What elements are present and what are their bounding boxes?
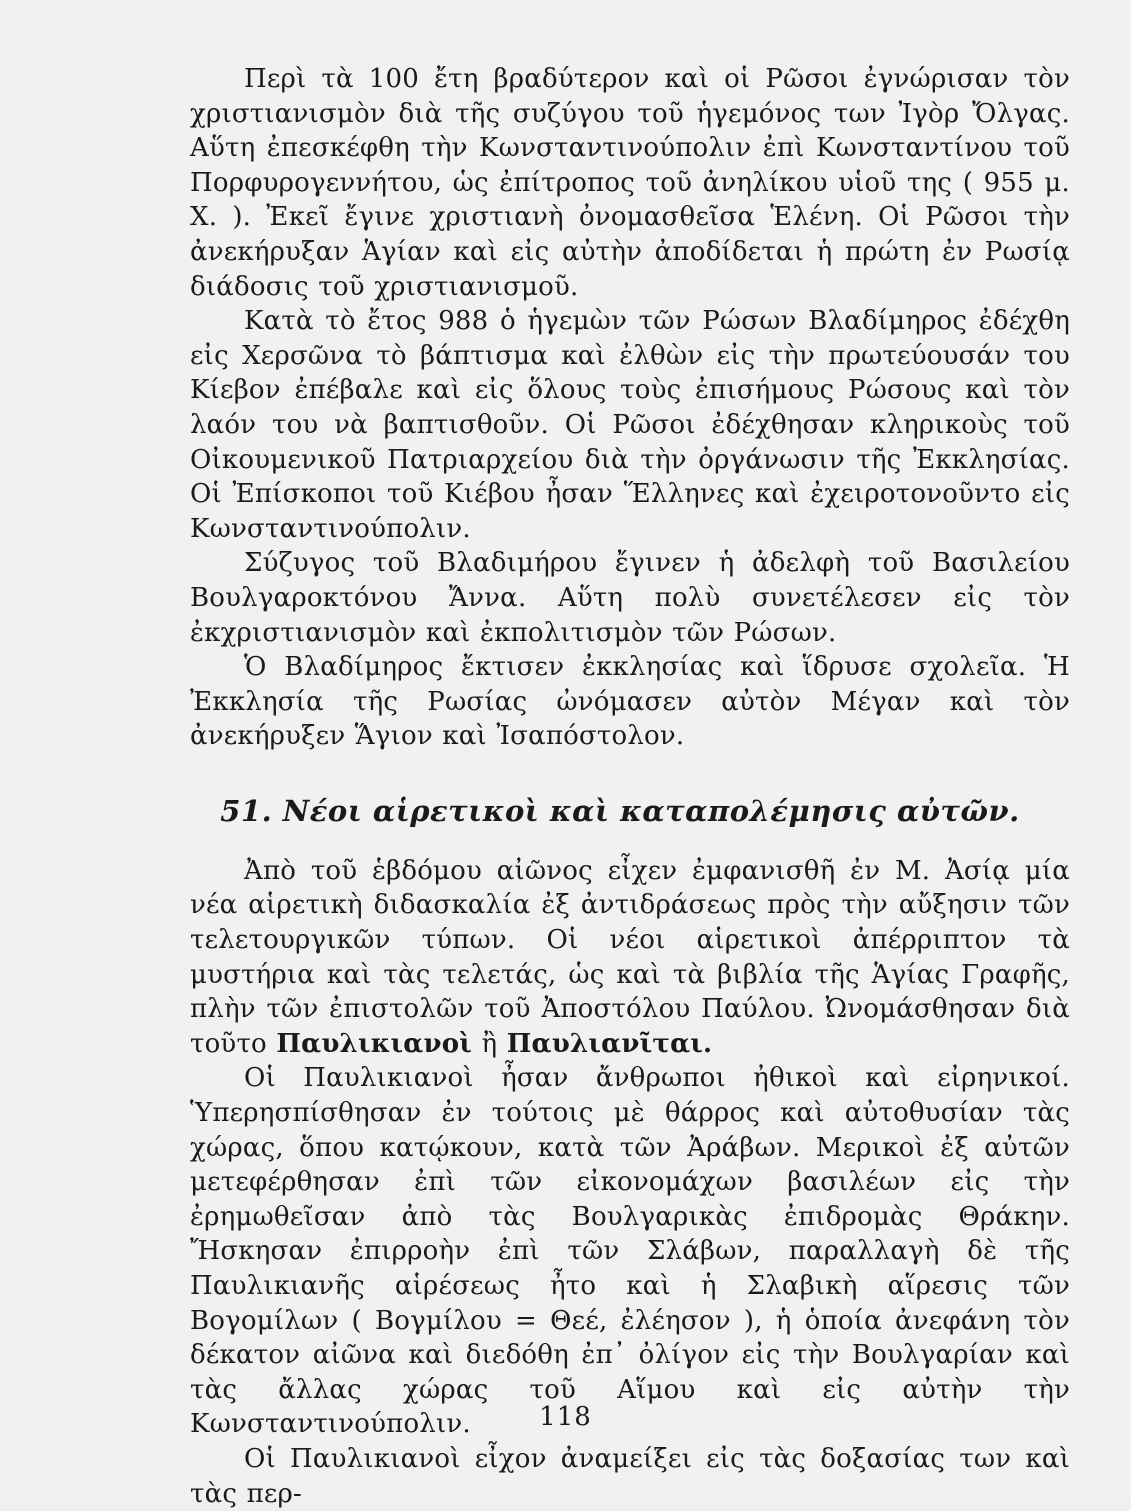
section-heading: 51. Νέοι αἱρετικοὶ καὶ καταπολέμησις αὐτῶν. bbox=[220, 793, 1020, 828]
page-body bbox=[190, 62, 1070, 1511]
paragraph-paulicians-origin bbox=[190, 854, 1070, 1062]
paragraph-paulicians-doctrines: Οἱ Παυλικιανοὶ εἶχον ἀναμείξει εἰς τὰς δοξασίας των καὶ τὰς περ- bbox=[190, 1443, 1070, 1509]
paragraph-vladimir-baptism: Κατὰ τὸ ἔτος 988 ὁ ἡγεμὼν τῶν Ρώσων Βλαδίμηρος ἐδέχθη εἰς Χερσῶνα τὸ βάπτισμα καὶ ἐλθὼν εἰς τὴν πρωτεύουσάν του Κίεβον ἐπέβαλε καὶ εἰς ὅλους τοὺς ἐπισήμους Ρώσους καὶ τὸν λαόν του νὰ βαπτισθοῦν. Οἱ Ρῶσοι ἐδέχθησαν κληρικοὺς τοῦ Οἰκουμενικοῦ Πατριαρχείου διὰ τὴν ὀργάνωσιν τῆς Ἐκκλησίας. Οἱ Ἐπίσκοποι τοῦ Κιέβου ἦσαν Ἕλληνες καὶ ἐχειροτονοῦντο εἰς Κωνσταντινούπολιν. bbox=[190, 306, 1070, 544]
paragraph-paulicians-ethics: Οἱ Παυλικιανοὶ ἦσαν ἄνθρωποι ἠθικοὶ καὶ εἰρηνικοί. Ὑπερησπίσθησαν ἐν τούτοις μὲ θάρρος καὶ αὐτοθυσίαν τὰς χώρας, ὅπου κατῴκουν, κατὰ τῶν Ἀράβων. Μερικοὶ ἐξ αὐτῶν μετεφέρθησαν ἐπὶ τῶν εἰκονομάχων βασιλέων εἰς τὴν ἐρημωθεῖσαν ἀπὸ τὰς Βουλγαρικὰς ἐπιδρομὰς Θράκην. Ἤσκησαν ἐπιρροὴν ἐπὶ τῶν Σλάβων, παραλλαγὴ δὲ τῆς Παυλικιανῆς αἱρέσεως ἦτο καὶ ἡ Σλαβικὴ αἵρεσις τῶν Βογομίλων ( Βογμίλου = Θεέ, ἐλέησον ), ἡ ὁποία ἀνεφάνη τὸν δέκατον αἰῶνα καὶ διεδόθη ἐπ᾿ ὀλίγον εἰς τὴν Βουλγαρίαν καὶ τὰς ἄλλας χώρας τοῦ Αἵμου καὶ εἰς αὐτὴν τὴν Κωνσταντινούπολιν. bbox=[190, 1063, 1070, 1440]
paragraph-anna: Σύζυγος τοῦ Βλαδιμήρου ἔγινεν ἡ ἀδελφὴ τοῦ Βασιλείου Βουλγαροκτόνου Ἄννα. Αὕτη πολὺ συνετέλεσεν εἰς τὸν ἐκχριστιανισμὸν καὶ ἐκπολιτισμὸν τῶν Ρώσων. bbox=[190, 548, 1070, 648]
joiner-text: ἢ bbox=[472, 1028, 507, 1059]
paragraph-olga: Περὶ τὰ 100 ἔτη βραδύτερον καὶ οἱ Ρῶσοι ἐγνώρισαν τὸν χριστιανισμὸν διὰ τῆς συζύγου τοῦ ἡγεμόνος των Ἰγὸρ Ὄλγας. Αὕτη ἐπεσκέφθη τὴν Κωνσταντινούπολιν ἐπὶ Κωνσταντίνου τοῦ Πορφυρογεννήτου, ὡς ἐπίτροπος τοῦ ἀνηλίκου υἱοῦ της ( 955 μ. Χ. ). Ἐκεῖ ἔγινε χριστιανὴ ὀνομασθεῖσα Ἑλένη. Οἱ Ρῶσοι τὴν ἀνεκήρυξαν Ἁγίαν καὶ εἰς αὐτὴν ἀποδίδεται ἡ πρώτη ἐν Ρωσίᾳ διάδοσις τοῦ χριστιανισμοῦ. bbox=[190, 64, 1070, 302]
paragraph-vladimir-saint: Ὁ Βλαδίμηρος ἔκτισεν ἐκκλησίας καὶ ἵδρυσε σχολεῖα. Ἡ Ἐκκλησία τῆς Ρωσίας ὠνόμασεν αὐτὸν Μέγαν καὶ τὸν ἀνεκήρυξεν Ἅγιον καὶ Ἰσαπόστολον. bbox=[190, 652, 1070, 752]
paragraph-text: Ἀπὸ τοῦ ἑβδόμου αἰῶνος εἶχεν ἐμφανισθῆ ἐν Μ. Ἀσίᾳ μία νέα αἱρετικὴ διδασκαλία ἐξ ἀντιδράσεως πρὸς τὴν αὔξησιν τῶν τελετουργικῶν τύπων. Οἱ νέοι αἱρετικοὶ ἀπέρριπτον τὰ μυστήρια καὶ τὰς τελετάς, ὡς καὶ τὰ βιβλία τῆς Ἁγίας Γραφῆς, πλὴν τῶν ἐπιστολῶν τοῦ Ἀποστόλου Παύλου. Ὠνομάσθησαν διὰ τοῦτο bbox=[190, 855, 1070, 1059]
bold-term-paulikianoi: Παυλικιανοὶ bbox=[276, 1028, 473, 1059]
bold-term-paulianitai: Παυλιανῖται. bbox=[506, 1028, 713, 1059]
page-number: 118 bbox=[539, 1402, 592, 1432]
